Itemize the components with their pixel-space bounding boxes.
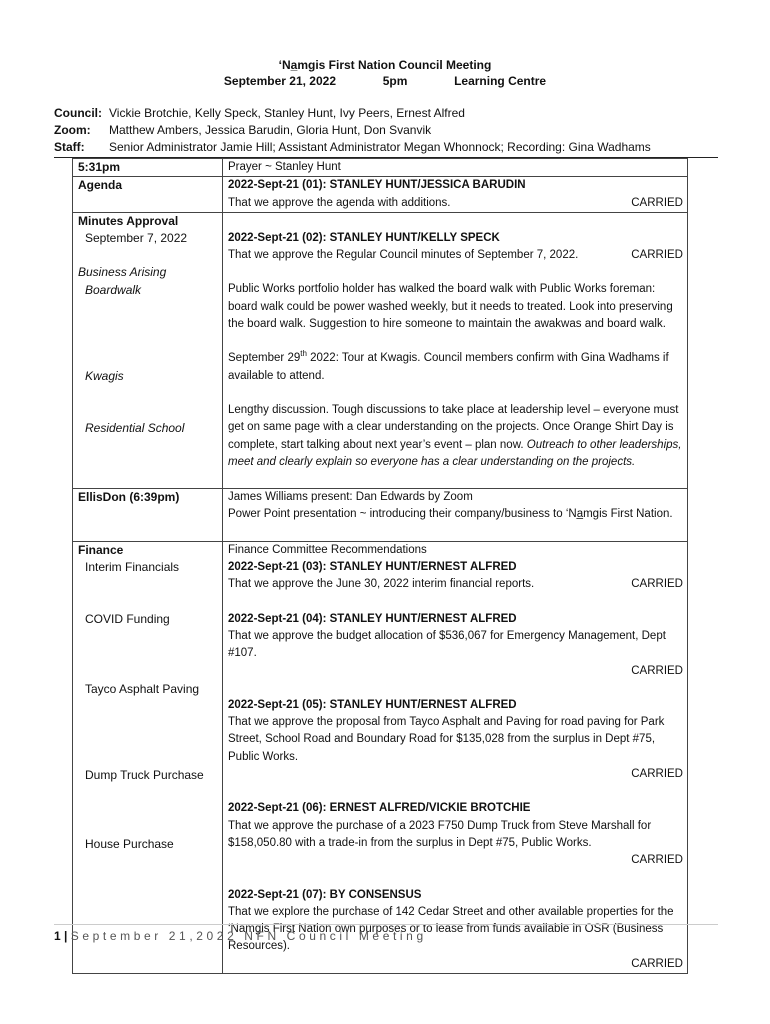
- minutes-table: [72, 158, 688, 974]
- kwagis-label: Kwagis: [85, 369, 124, 384]
- minutes-motion: 2022-Sept-21 (02): STANLEY HUNT/KELLY SPECK: [228, 231, 500, 244]
- residential-label: Residential School: [85, 421, 185, 436]
- house-motion: 2022-Sept-21 (07): BY CONSENSUS: [228, 888, 422, 901]
- agenda-motion: 2022-Sept-21 (01): STANLEY HUNT/JESSICA BARUDIN: [228, 179, 526, 192]
- prayer-text: Prayer ~ Stanley Hunt: [223, 159, 688, 177]
- carried-label: CARRIED: [631, 957, 683, 970]
- meeting-date: September 21, 2022: [223, 74, 336, 88]
- business-label: Business Arising: [78, 265, 167, 280]
- table-row: [73, 541, 688, 973]
- meeting-subtitle: [0, 74, 770, 88]
- staff-attendance: Staff: Senior Administrator Jamie Hill; Assistant Administrator Megan Whonnock; Recording: Gina Wadhams: [54, 140, 651, 154]
- house-label: House Purchase: [85, 837, 174, 852]
- dump-label: Dump Truck Purchase: [85, 767, 204, 782]
- zoom-attendance: Zoom: Matthew Ambers, Jessica Barudin, Gloria Hunt, Don Svanvik: [54, 123, 432, 137]
- finance-label: Finance: [78, 542, 124, 557]
- table-row: [73, 212, 688, 488]
- boardwalk-text: Public Works portfolio holder has walked the board walk with Public Works foreman: board walk could be power washed weekly, but it needs to treated. Look into preserving the board walk. Suggestion to hire someone to maintain the awakwas and board walk.: [228, 283, 673, 331]
- carried-label: CARRIED: [631, 578, 683, 591]
- covid-text: That we approve the budget allocation of $536,067 for Emergency Management, Dept #107.: [228, 629, 666, 660]
- minutes-label: Minutes Approval: [78, 213, 179, 228]
- carried-label: CARRIED: [631, 664, 683, 677]
- minutes-date: September 7, 2022: [85, 231, 188, 246]
- start-time: 5:31pm: [73, 159, 223, 177]
- meeting-location: Learning Centre: [454, 74, 547, 88]
- interim-motion: 2022-Sept-21 (03): STANLEY HUNT/ERNEST ALFRED: [228, 561, 517, 574]
- footer-rule: [54, 924, 718, 925]
- page-number: 1: [54, 929, 61, 943]
- house-text: That we explore the purchase of 142 Cedar Street and other available properties for the ‘Namgis First Nation own purposes or to lease from funds available in OSR (Business Resources).: [228, 905, 674, 953]
- residential-text: Lengthy discussion. Tough discussions to take place at leadership level – everyone must get on same page with a clear understanding on the projects. Once Orange Shirt Day is complete, start talking about next year’s event – plan now. Outreach to other leaderships, meet and clearly explain so everyone has a clear understanding on the projects.: [228, 403, 682, 468]
- carried-label: CARRIED: [631, 196, 683, 209]
- council-attendance: Council: Vickie Brotchie, Kelly Speck, Stanley Hunt, Ivy Peers, Ernest Alfred: [54, 106, 465, 120]
- carried-label: CARRIED: [631, 854, 683, 867]
- covid-label: COVID Funding: [85, 612, 170, 627]
- table-row: [73, 159, 688, 177]
- agenda-label: Agenda: [73, 177, 223, 213]
- table-row: [73, 489, 688, 542]
- boardwalk-label: Boardwalk: [85, 282, 142, 297]
- tayco-text: That we approve the proposal from Tayco Asphalt and Paving for road paving for Park Street, School Road and Boundary Road for $135,028 from the surplus in Dept #75, Public Works.: [228, 716, 665, 763]
- footer-text: September 21,2022 NFN Council Meeting: [70, 929, 427, 943]
- tayco-label: Tayco Asphalt Paving: [85, 681, 200, 696]
- ellisdon-label: EllisDon (6:39pm): [73, 489, 223, 542]
- covid-motion: 2022-Sept-21 (04): STANLEY HUNT/ERNEST ALFRED: [228, 612, 517, 625]
- dump-motion: 2022-Sept-21 (06): ERNEST ALFRED/VICKIE BROTCHIE: [228, 802, 531, 815]
- minutes-text: That we approve the Regular Council minutes of September 7, 2022.: [228, 249, 579, 262]
- kwagis-text: September 29th 2022: Tour at Kwagis. Council members confirm with Gina Wadhams if available to attend.: [228, 349, 669, 382]
- table-row: [73, 177, 688, 213]
- tayco-motion: 2022-Sept-21 (05): STANLEY HUNT/ERNEST ALFRED: [228, 698, 517, 711]
- dump-text: That we approve the purchase of a 2023 F750 Dump Truck from Steve Marshall for $158,050.80 with a trade-in from the surplus in Dept #75, Public Works.: [228, 819, 652, 849]
- page-footer: [54, 929, 427, 943]
- interim-label: Interim Financials: [85, 560, 180, 575]
- meeting-title: ‘Na̲mgis First Nation Council Meeting: [278, 58, 492, 72]
- ellisdon-line1: James Williams present: Dan Edwards by Zoom: [228, 491, 473, 504]
- finance-intro: Finance Committee Recommendations: [228, 543, 427, 556]
- agenda-text: That we approve the agenda with additions.: [228, 196, 451, 209]
- footer-separator: |: [64, 929, 68, 943]
- meeting-time: 5pm: [382, 74, 408, 88]
- interim-text: That we approve the June 30, 2022 interim financial reports.: [228, 578, 535, 591]
- ellisdon-line2: Power Point presentation ~ introducing their company/business to ‘Na̲mgis First Nation.: [228, 508, 673, 521]
- carried-label: CARRIED: [631, 249, 683, 262]
- carried-label: CARRIED: [631, 768, 683, 781]
